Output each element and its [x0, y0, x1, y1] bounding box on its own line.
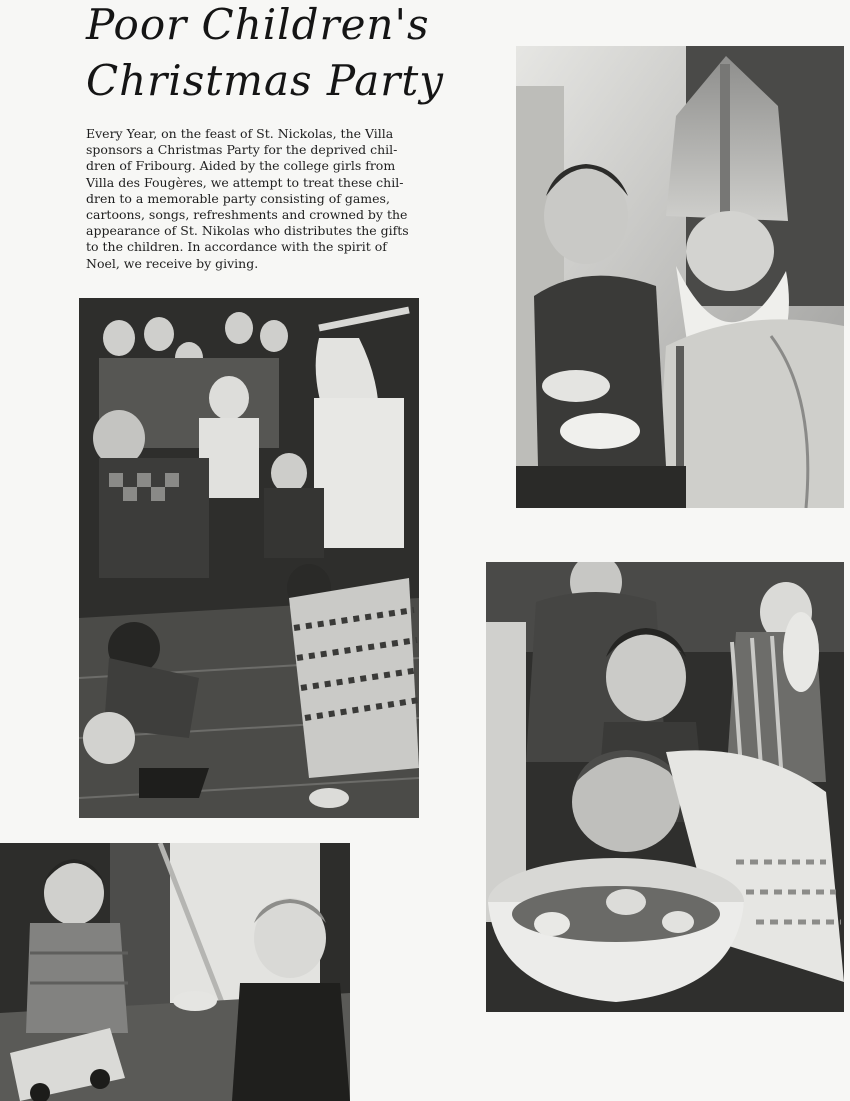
intro-line: appearance of St. Nikolas who distributes the gifts	[86, 223, 409, 239]
intro-paragraph	[86, 126, 506, 272]
intro-line: Every Year, on the feast of St. Nickolas, the Villa	[86, 126, 394, 141]
intro-line: Noel, we receive by giving.	[86, 255, 259, 271]
intro-line: sponsors a Christmas Party for the deprived chil-	[86, 142, 398, 158]
intro-line: cartoons, songs, refreshments and crowned by the	[86, 207, 408, 223]
intro-line: Villa des Fougères, we attempt to treat these chil-	[86, 174, 404, 190]
intro-line: to the children. In accordance with the spirit of	[86, 239, 387, 255]
photo-apple-bobbing-graphic	[486, 562, 844, 1012]
photo-boys-with-toy-truck-graphic	[0, 843, 350, 1101]
photo-boys-with-toy-truck	[0, 843, 350, 1101]
page-title-line-1: Poor Children's	[86, 0, 430, 49]
intro-line: dren of Fribourg. Aided by the college girls from	[86, 158, 396, 174]
page-title-line-2: Christmas Party	[86, 56, 444, 105]
photo-games-graphic	[79, 298, 419, 818]
photo-st-nikolas-with-boy	[516, 46, 844, 508]
photo-apple-bobbing	[486, 562, 844, 1012]
photo-children-playing-games	[79, 298, 419, 818]
intro-line: dren to a memorable party consisting of games,	[86, 190, 390, 206]
photo-st-nikolas-graphic	[516, 46, 844, 508]
